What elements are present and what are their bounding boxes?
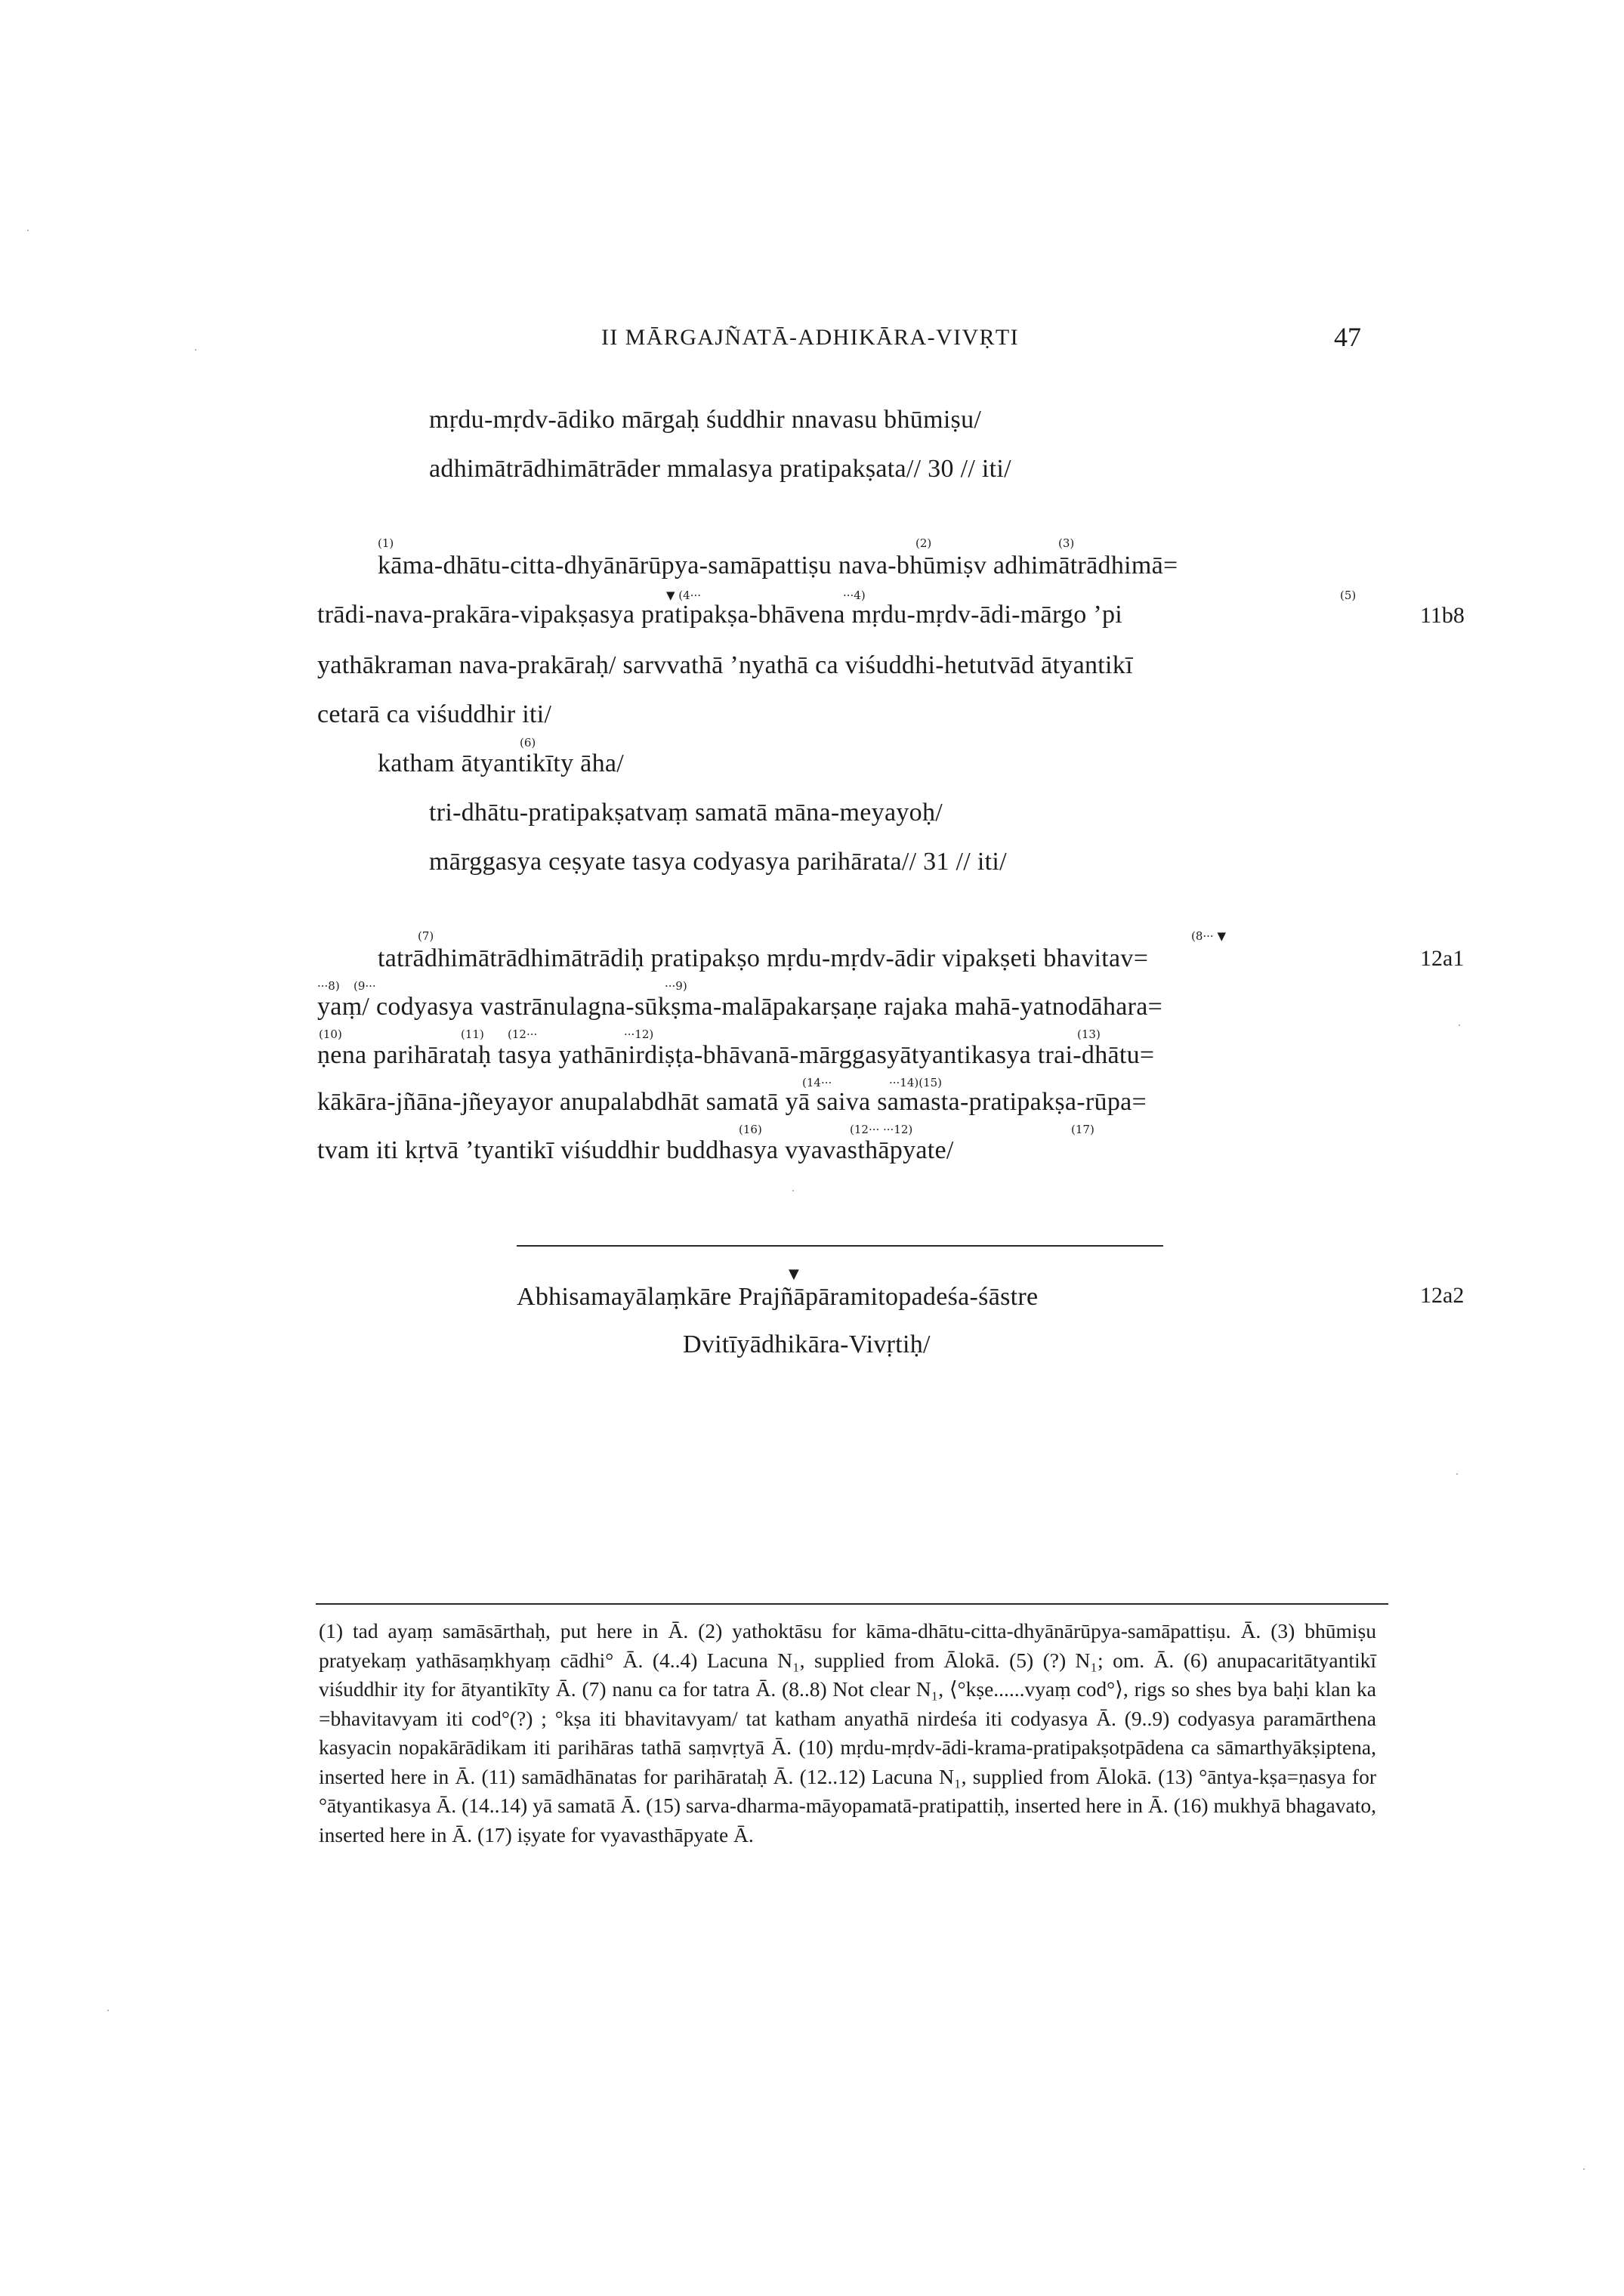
para-1-line-3: yathākraman nava-prakāraḥ/ sarvvathā ’nyathā ca viśuddhi-hetutvād ātyantikī [317, 651, 1133, 679]
scan-speck [792, 1190, 794, 1191]
para-2-line-3: ṇena parihārataḥ tasya yathānirdiṣṭa-bhāvanā-mārggasyātyantikasya trai-dhātu= [317, 1041, 1155, 1069]
para-2-line-2: yaṃ/ codyasya vastrānulagna-sūkṣma-malāpakarṣaṇe rajaka mahā-yatnodāhara= [317, 993, 1163, 1021]
note-marker-7: (7) [418, 929, 434, 943]
note-marker-6: (6) [520, 736, 536, 749]
note-marker-10: (10) [319, 1027, 342, 1041]
scan-speck [1583, 2168, 1585, 2170]
margin-ref-11b8: 11b8 [1420, 603, 1465, 628]
note-marker-12-close: ···12) [624, 1027, 654, 1041]
scan-speck [1456, 1473, 1458, 1475]
scan-speck [27, 230, 29, 231]
scan-speck [1459, 1024, 1460, 1026]
note-marker-8-close: ···8) [317, 979, 340, 993]
para-2-line-5: tvam iti kṛtvā ’tyantikī viśuddhir buddhasya vyavasthāpyate/ [317, 1136, 954, 1164]
note-marker-8-open: (8··· ▼ [1191, 929, 1227, 943]
note-marker-14-open: (14··· [802, 1076, 832, 1089]
para-1-line-2: trādi-nava-prakāra-vipakṣasya pratipakṣa-bhāvena mṛdu-mṛdv-ādi-mārgo ’pi [317, 601, 1123, 629]
para-2-line-4: kākāra-jñāna-jñeyayor anupalabdhāt samatā yā saiva samasta-pratipakṣa-rūpa= [317, 1088, 1147, 1116]
verse-31-line-1: tri-dhātu-pratipakṣatvaṃ samatā māna-meyayoḥ/ [429, 799, 943, 827]
note-marker-4-open: ▼ (4··· [666, 589, 702, 602]
running-head: II MĀRGAJÑATĀ-ADHIKĀRA-VIVṚTI [601, 325, 1020, 350]
para-1-line-4: cetarā ca viśuddhir iti/ [317, 700, 552, 728]
note-marker-1: (1) [378, 536, 394, 550]
colophon-line-1: Abhisamayālaṃkāre Prajñāpāramitopadeśa-śāstre [517, 1283, 1039, 1311]
page-number: 47 [1334, 322, 1361, 352]
note-marker-17: (17) [1071, 1123, 1095, 1136]
note-marker-11: (11) [461, 1027, 484, 1041]
note-marker-14-15: ···14)(15) [889, 1076, 943, 1089]
footnotes-block: (1) tad ayaṃ samāsārthaḥ, put here in Ā. (2) yathoktāsu for kāma-dhātu-citta-dhyānārūpya-samāpattiṣu. Ā. (3) bhūmiṣu pratyekaṃ yathāsaṃkhyaṃ cādhi° Ā. (4..4) Lacuna N₁, supplied from Ālokā. (5) (?) N₁; om. Ā. (6) anupacaritātyantikī viśuddhir ity for ātyantikīty Ā. (7) nanu ca for tatra Ā. (8..8) Not clear N₁, ⟨°kṣe......vyaṃ cod°⟩, rigs so shes bya baḥi klan ka =bhavitavyam iti cod°(?) ; °kṣa iti bhavitavyam/ tat katham anyathā nirdeśa iti codyasya Ā. (9..9) codyasya paramārthena kasyacin nopakārādikam iti parihāras tathā saṃvṛtyā Ā. (10) mṛdu-mṛdv-ādi-krama-pratipakṣotpādena ca sāmarthyākṣiptena, inserted here in Ā. (11) samādhānatas for parihārataḥ Ā. (12..12) Lacuna N₁, supplied from Ālokā. (13) °āntya-kṣa=ṇasya for °ātyantikasya Ā. (14..14) yā samatā Ā. (15) sarva-dharma-māyopamatā-pratipattiḥ, inserted here in Ā. (16) mukhyā bhagavato, inserted here in Ā. (17) iṣyate for vyavasthāpyate Ā. [319, 1619, 1376, 1846]
para-2-line-1: tatrādhimātrādhimātrādiḥ pratipakṣo mṛdu-mṛdv-ādir vipakṣeti bhavitav= [378, 944, 1149, 972]
margin-ref-12a2: 12a2 [1420, 1283, 1465, 1308]
note-marker-9-close: ···9) [665, 979, 687, 993]
note-marker-2: (2) [915, 536, 932, 550]
verse-31-line-2: mārggasya ceṣyate tasya codyasya parihārata// 31 // iti/ [429, 848, 1007, 876]
footnote-rule [316, 1603, 1388, 1605]
note-marker-12-open: (12··· [508, 1027, 538, 1041]
margin-ref-12a1: 12a1 [1420, 946, 1465, 971]
note-marker-13: (13) [1077, 1027, 1101, 1041]
note-marker-4-close: ···4) [843, 589, 866, 602]
colophon-line-2: Dvitīyādhikāra-Vivṛtiḥ/ [683, 1330, 931, 1358]
note-marker-5: (5) [1340, 589, 1357, 602]
verse-30-line-1: mṛdu-mṛdv-ādiko mārgaḥ śuddhir nnavasu bhūmiṣu/ [429, 406, 982, 434]
colophon-marker: ▼ [789, 1266, 799, 1282]
note-marker-16: (16) [739, 1123, 762, 1136]
scan-speck [195, 349, 196, 351]
note-marker-12-repeat: (12··· ···12) [850, 1123, 913, 1136]
scan-speck [107, 2010, 109, 2011]
section-divider [517, 1245, 1163, 1247]
note-marker-9-open: (9··· [354, 979, 376, 993]
note-marker-3: (3) [1058, 536, 1075, 550]
verse-30-line-2: adhimātrādhimātrāder mmalasya pratipakṣata// 30 // iti/ [429, 455, 1011, 483]
para-1-line-5: katham ātyantikīty āha/ [378, 749, 625, 777]
para-1-line-1: kāma-dhātu-citta-dhyānārūpya-samāpattiṣu nava-bhūmiṣv adhimātrādhimā= [378, 552, 1178, 579]
